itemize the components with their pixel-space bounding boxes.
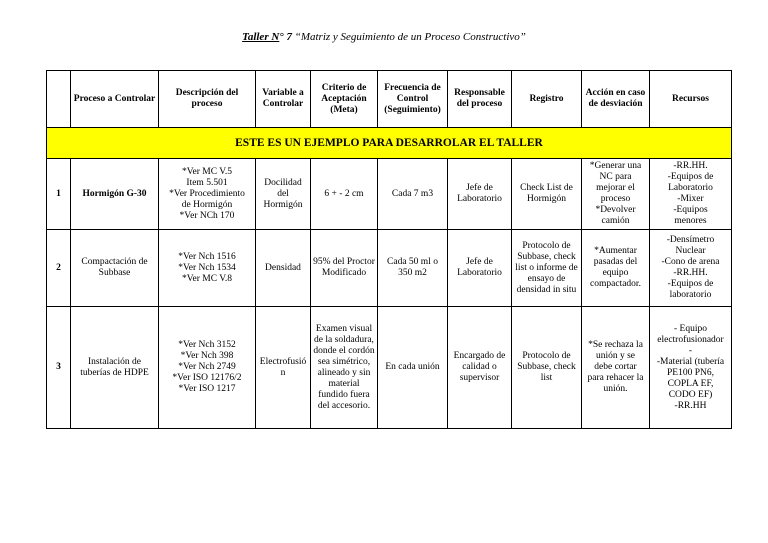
cell-registro: Check List de Hormigón bbox=[512, 159, 582, 230]
document-title bbox=[0, 31, 768, 43]
cell-proceso: Instalación de tuberías de HDPE bbox=[71, 307, 159, 429]
cell-criterio: 95% del Proctor Modificado bbox=[311, 230, 378, 307]
header-registro: Registro bbox=[512, 71, 582, 128]
cell-line: *Ver NCh 170 bbox=[179, 210, 235, 221]
header-proceso: Proceso a Controlar bbox=[71, 71, 159, 128]
cell-line: - Equipo bbox=[674, 323, 707, 334]
example-banner: ESTE ES UN EJEMPLO PARA DESARROLAR EL TALLER bbox=[47, 128, 732, 159]
header-variable: Variable a Controlar bbox=[256, 71, 311, 128]
cell-responsable: Encargado de calidad o supervisor bbox=[448, 307, 512, 429]
cell-criterio: 6 + - 2 cm bbox=[311, 159, 378, 230]
cell-frecuencia: Cada 7 m3 bbox=[378, 159, 448, 230]
cell-line: -RR.HH. bbox=[673, 161, 708, 171]
cell-recursos bbox=[650, 307, 732, 429]
cell-line: *Ver ISO 12176/2 bbox=[172, 373, 242, 383]
cell-line: PE100 PN6, bbox=[667, 367, 714, 378]
cell-line: equipo bbox=[602, 268, 629, 278]
cell-line: -Mixer bbox=[677, 194, 704, 204]
table-row bbox=[47, 307, 732, 429]
cell-recursos bbox=[650, 159, 732, 230]
cell-line: -Equipos bbox=[673, 205, 708, 215]
cell-line: *Ver Nch 398 bbox=[180, 351, 234, 361]
cell-line: -Cono de arena bbox=[661, 257, 720, 267]
cell-line: *Generar una bbox=[589, 161, 642, 171]
row-number: 2 bbox=[47, 230, 71, 307]
cell-line: compactador. bbox=[590, 279, 641, 289]
cell-line: *Ver Nch 2749 bbox=[178, 362, 236, 372]
cell-accion bbox=[582, 230, 650, 307]
cell-variable: Electrofusión bbox=[256, 307, 311, 429]
cell-accion bbox=[582, 307, 650, 429]
cell-line: *Ver MC V.5 bbox=[181, 166, 233, 177]
cell-line: proceso bbox=[600, 194, 631, 204]
cell-line: *Ver MC V.8 bbox=[181, 273, 233, 284]
title-number: ° 7 bbox=[279, 31, 292, 43]
cell-line: *Ver Procedimiento bbox=[169, 188, 245, 199]
cell-line: Laboratorio bbox=[668, 183, 713, 193]
cell-line: camión bbox=[601, 216, 630, 226]
cell-line: *Ver ISO 1217 bbox=[178, 384, 236, 394]
cell-responsable: Jefe de Laboratorio bbox=[448, 230, 512, 307]
cell-line: COPLA EF, bbox=[667, 378, 714, 389]
header-accion: Acción en caso de desviación bbox=[582, 71, 650, 128]
row-number: 3 bbox=[47, 307, 71, 429]
cell-responsable: Jefe de Laboratorio bbox=[448, 159, 512, 230]
cell-frecuencia: Cada 50 ml o 350 m2 bbox=[378, 230, 448, 307]
cell-line: mejorar el bbox=[596, 183, 635, 193]
cell-line: electrofusionador bbox=[657, 334, 724, 345]
header-responsable: Responsable del proceso bbox=[448, 71, 512, 128]
header-frecuencia: Frecuencia de Control (Seguimiento) bbox=[378, 71, 448, 128]
cell-line: *Devolver bbox=[595, 205, 636, 215]
cell-variable: Densidad bbox=[256, 230, 311, 307]
cell-line: NC para bbox=[599, 172, 632, 182]
cell-line: Item 5.501 bbox=[186, 177, 228, 188]
cell-line: unión. bbox=[603, 384, 628, 394]
cell-line: *Aumentar bbox=[594, 246, 637, 256]
header-descripcion: Descripción del proceso bbox=[159, 71, 256, 128]
cell-line: -Densímetro bbox=[666, 235, 715, 245]
cell-line: laboratorio bbox=[669, 290, 712, 300]
header-criterio: Criterio de Aceptación (Meta) bbox=[311, 71, 378, 128]
cell-proceso: Compactación de Subbase bbox=[71, 230, 159, 307]
table-row bbox=[47, 230, 732, 307]
cell-accion bbox=[582, 159, 650, 230]
cell-line: para rehacer la bbox=[587, 373, 644, 383]
cell-line: Nuclear bbox=[675, 246, 706, 256]
cell-line: -RR.HH. bbox=[673, 268, 708, 278]
table-row bbox=[47, 159, 732, 230]
cell-recursos bbox=[650, 230, 732, 307]
cell-registro: Protocolo de Subbase, check list o informe de ensayo de densidad in situ bbox=[512, 230, 582, 307]
cell-line: -Material (tubería bbox=[656, 356, 725, 367]
header-num bbox=[47, 71, 71, 128]
cell-line: *Ver Nch 1516 bbox=[178, 251, 236, 262]
cell-line: debe cortar bbox=[594, 362, 637, 372]
cell-line: -Equipos de bbox=[667, 172, 714, 182]
cell-line: CODO EF) bbox=[668, 389, 713, 400]
cell-descripcion bbox=[159, 307, 256, 429]
header-recursos: Recursos bbox=[650, 71, 732, 128]
header-row bbox=[47, 71, 732, 128]
row-number: 1 bbox=[47, 159, 71, 230]
cell-descripcion bbox=[159, 159, 256, 230]
cell-line: *Ver Nch 1534 bbox=[178, 262, 236, 273]
cell-line: de Hormigón bbox=[181, 199, 233, 210]
cell-line: -Equipos de bbox=[667, 279, 714, 289]
cell-frecuencia: En cada unión bbox=[378, 307, 448, 429]
cell-line: menores bbox=[674, 216, 707, 226]
cell-descripcion bbox=[159, 230, 256, 307]
cell-line: pasadas del bbox=[593, 257, 638, 267]
cell-line: *Se rechaza la bbox=[588, 340, 643, 350]
cell-variable: Docilidad del Hormigón bbox=[256, 159, 311, 230]
cell-line: *Ver Nch 3152 bbox=[178, 340, 236, 350]
cell-line: unión y se bbox=[595, 351, 636, 361]
control-matrix-table bbox=[46, 70, 732, 429]
title-subtitle: “Matriz y Seguimiento de un Proceso Constructivo” bbox=[291, 31, 526, 43]
title-label: Taller N bbox=[242, 31, 280, 43]
cell-line: - bbox=[688, 345, 693, 356]
cell-line: -RR.HH bbox=[674, 400, 707, 411]
cell-registro: Protocolo de Subbase, check list bbox=[512, 307, 582, 429]
cell-proceso: Hormigón G-30 bbox=[71, 159, 159, 230]
example-banner-row bbox=[47, 128, 732, 159]
cell-criterio: Examen visual de la soldadura, donde el cordón sea simétrico, alineado y sin material fundido fuera del accesorio. bbox=[311, 307, 378, 429]
